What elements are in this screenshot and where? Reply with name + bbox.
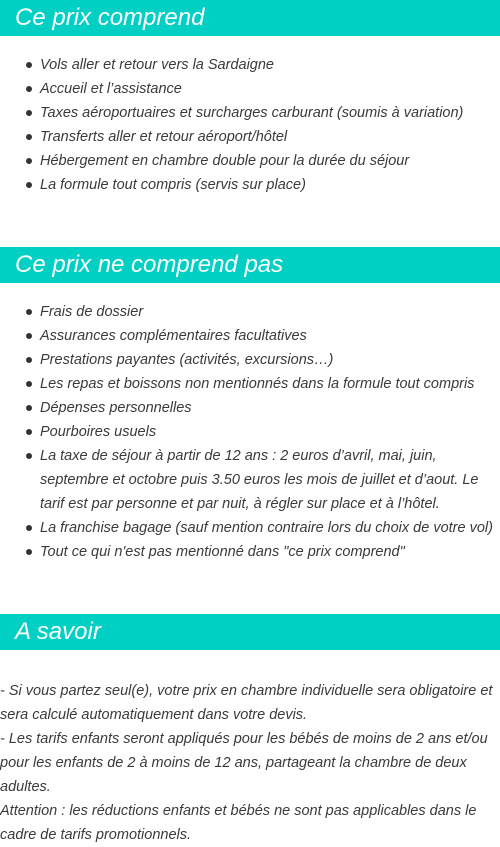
- excludes-section: [0, 247, 500, 564]
- info-heading: A savoir: [0, 614, 500, 650]
- list-item: La franchise bagage (sauf mention contraire lors du choix de votre vol): [40, 516, 494, 540]
- info-paragraph: - Si vous partez seul(e), votre prix en chambre individuelle sera obligatoire et sera calculé automatiquement dans votre devis.: [0, 683, 493, 723]
- list-item: Pourboires usuels: [40, 420, 494, 444]
- includes-heading: Ce prix comprend: [0, 0, 500, 36]
- list-item: Les repas et boissons non mentionnés dans la formule tout compris: [40, 372, 494, 396]
- list-item: Transferts aller et retour aéroport/hôtel: [40, 125, 494, 149]
- excludes-heading: Ce prix ne comprend pas: [0, 247, 500, 283]
- list-item: Tout ce qui n'est pas mentionné dans "ce prix comprend": [40, 540, 494, 564]
- list-item: Prestations payantes (activités, excursions…): [40, 348, 494, 372]
- list-item: Accueil et l’assistance: [40, 77, 494, 101]
- list-item: Taxes aéroportuaires et surcharges carburant (soumis à variation): [40, 101, 494, 125]
- list-item: Assurances complémentaires facultatives: [40, 324, 494, 348]
- excludes-list: [0, 300, 500, 564]
- list-item: Frais de dossier: [40, 300, 494, 324]
- info-section: [0, 614, 500, 847]
- list-item: Hébergement en chambre double pour la durée du séjour: [40, 149, 494, 173]
- info-paragraph: Attention : les réductions enfants et bébés ne sont pas applicables dans le cadre de tarifs promotionnels.: [0, 803, 477, 843]
- info-paragraph: - Les tarifs enfants seront appliqués pour les bébés de moins de 2 ans et/ou pour les enfants de 2 à moins de 12 ans, partageant la chambre de deux adultes.: [0, 731, 488, 795]
- list-item: La formule tout compris (servis sur place): [40, 173, 494, 197]
- includes-list: [0, 53, 500, 197]
- list-item: La taxe de séjour à partir de 12 ans : 2 euros d’avril, mai, juin, septembre et octobre puis 3.50 euros les mois de juillet et d’aout. Le tarif est par personne et par nuit, à régler sur place et à l’hôtel.: [40, 444, 494, 516]
- list-item: Dépenses personnelles: [40, 396, 494, 420]
- info-body: [0, 679, 500, 847]
- includes-section: [0, 0, 500, 197]
- list-item: Vols aller et retour vers la Sardaigne: [40, 53, 494, 77]
